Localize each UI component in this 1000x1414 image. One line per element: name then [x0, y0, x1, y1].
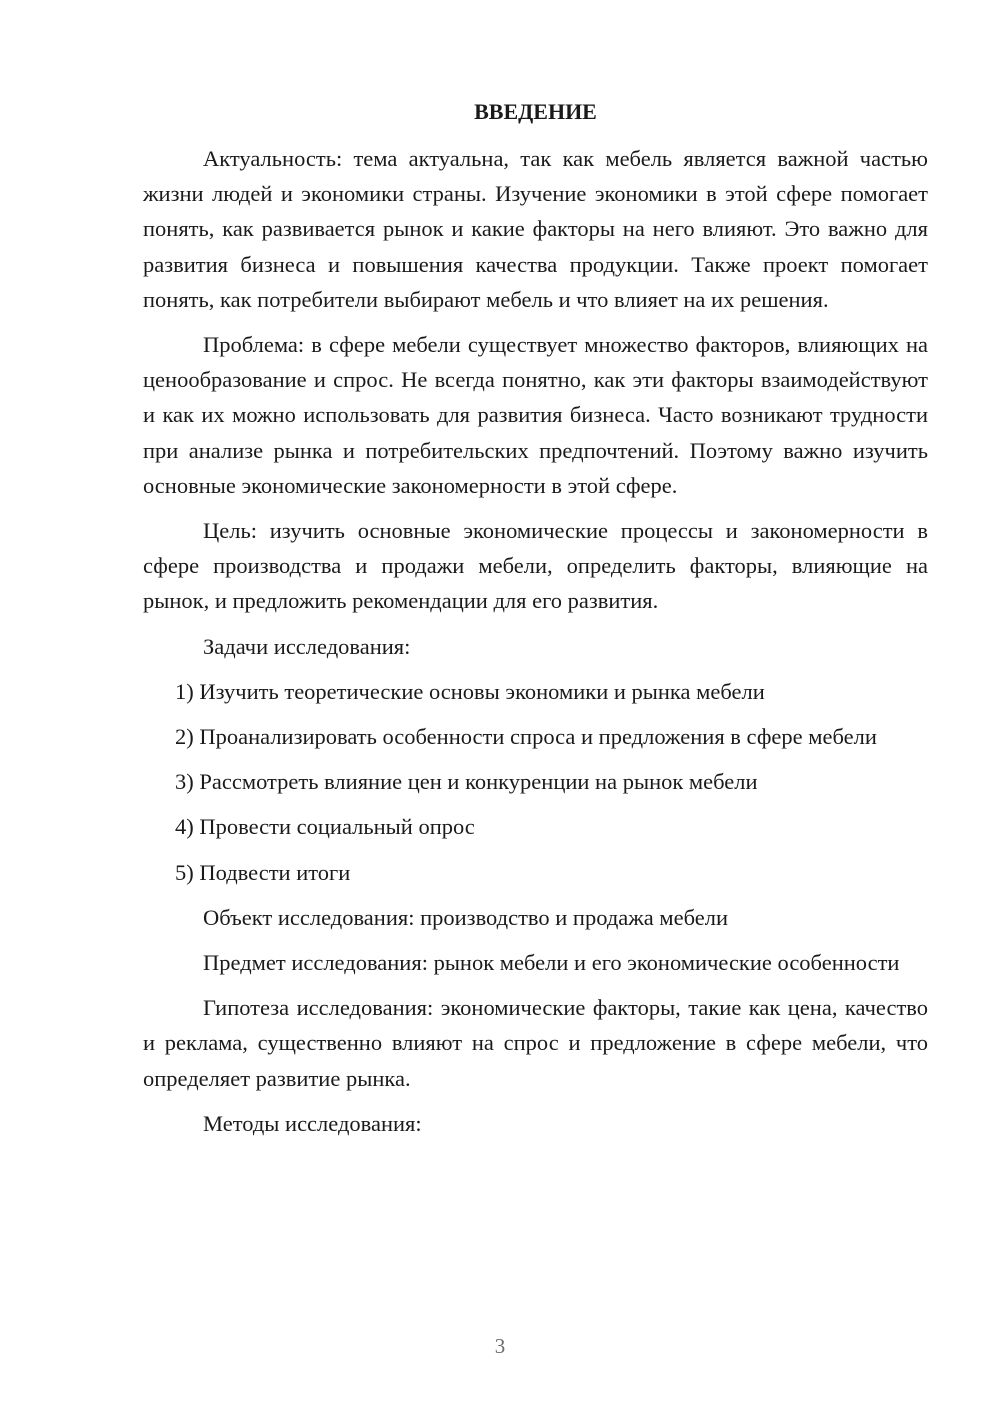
paragraph-relevance: Актуальность: тема актуальна, так как мебель является важной частью жизни людей и экономики страны. Изучение экономики в этой сфере помогает понять, как развивается рынок и какие факторы на него влияют. Это важно для развития бизнеса и повышения качества продукции. Также проект помогает понять, как потребители выбирают мебель и что влияет на их решения.: [143, 146, 928, 312]
paragraph-subject: Предмет исследования: рынок мебели и его экономические особенности: [203, 950, 900, 976]
task-item-2: 2) Проанализировать особенности спроса и предложения в сфере мебели: [175, 724, 877, 750]
task-item-3: 3) Рассмотреть влияние цен и конкуренции на рынок мебели: [175, 769, 758, 795]
task-item-4: 4) Провести социальный опрос: [175, 814, 475, 840]
page-content: [143, 95, 928, 1151]
paragraph-problem: Проблема: в сфере мебели существует множество факторов, влияющих на ценообразование и спрос. Не всегда понятно, как эти факторы взаимодействуют и как их можно использовать для развития бизнеса. Часто возникают трудности при анализе рынка и потребительских предпочтений. Поэтому важно изучить основные экономические закономерности в этой сфере.: [143, 332, 928, 498]
task-item-1: 1) Изучить теоретические основы экономики и рынка мебели: [175, 678, 765, 704]
paragraph-goal: Цель: изучить основные экономические процессы и закономерности в сфере производства и продажи мебели, определить факторы, влияющие на рынок, и предложить рекомендации для его развития.: [143, 518, 928, 614]
paragraph-object: Объект исследования: производство и продажа мебели: [203, 904, 729, 930]
page-title: ВВЕДЕНИЕ: [474, 99, 597, 124]
task-item-5: 5) Подвести итоги: [175, 859, 351, 885]
paragraph-hypothesis: Гипотеза исследования: экономические факторы, такие как цена, качество и реклама, существенно влияют на спрос и предложение в сфере мебели, что определяет развитие рынка.: [143, 995, 928, 1091]
paragraph-tasks-heading: Задачи исследования:: [203, 633, 411, 659]
page-number: 3: [494, 1334, 506, 1358]
paragraph-methods: Методы исследования:: [203, 1110, 422, 1136]
